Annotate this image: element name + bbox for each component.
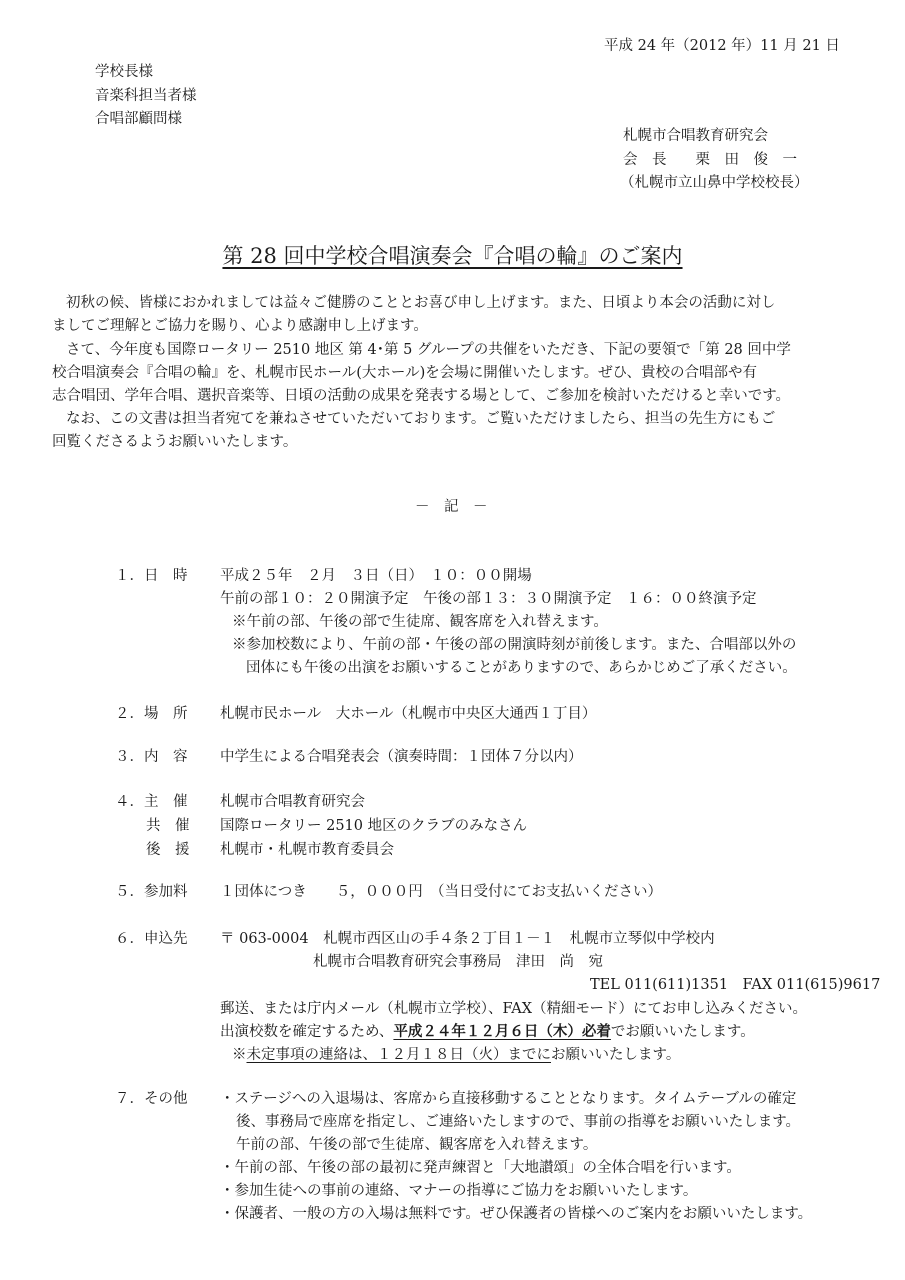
item-value: 午前の部１０：２０開演予定 午後の部１３：３０開演予定 １６：００終演予定 [220,591,757,607]
item-label: ６．申込先 [115,931,188,947]
item-note: ※午前の部、午後の部で生徒席、観客席を入れ替えます。 [232,614,608,630]
item-note: 団体にも午後の出演をお願いすることがありますので、あらかじめご了承ください。 [246,660,797,676]
document-date: 平成 24 年（2012 年）11 月 21 日 [604,38,840,54]
item-label: ４．主 催 [115,794,188,810]
body-line: 校合唱演奏会『合唱の輪』を、札幌市民ホール(大ホール)を会場に開催いたします。ぜひ、貴校の合唱部や有 [52,365,757,381]
body-line: ましてご理解とご協力を賜り、心より感謝申し上げます。 [52,318,428,334]
note-deadline: 未定事項の連絡は、１２月１８日（火）までに [246,1047,551,1063]
item-value: 札幌市合唱教育研究会事務局 津田 尚 宛 [313,954,603,970]
item-label: ７．その他 [115,1091,188,1107]
deadline-date: 平成２４年１２月６日（木）必着 [393,1023,611,1040]
body-line: なお、この文書は担当者宛てを兼ねさせていただいております。ご覧いただけましたら、担当の先生方にもご [66,411,776,427]
item-value: 札幌市・札幌市教育委員会 [220,842,394,858]
item-value: ・参加生徒への事前の連絡、マナーの指導にご協力をお願いいたします。 [220,1183,698,1199]
item-value: ・保護者、一般の方の入場は無料です。ぜひ保護者の皆様へのご案内をお願いいたします。 [220,1206,813,1222]
item-value: ・午前の部、午後の部の最初に発声練習と「大地讃頌」の全体合唱を行います。 [220,1160,741,1176]
item-label: ２．場 所 [115,706,188,722]
body-line: 志合唱団、学年合唱、選択音楽等、日頃の活動の成果を発表する場として、ご参加を検討いただけると幸いです。 [52,388,791,404]
deadline-pre: 出演校数を確定するため、 [220,1024,394,1040]
sender-org: 札幌市合唱教育研究会 [623,128,768,144]
item-value: 札幌市民ホール 大ホール（札幌市中央区大通西１丁目） [220,706,597,722]
recipient: 音楽科担当者様 [95,88,197,104]
recipient: 合唱部顧問様 [95,111,182,127]
item-label: １．日 時 [115,568,188,584]
deadline-line [220,1022,755,1042]
body-line: さて、今年度も国際ロータリー 2510 地区 第 4･第 5 グループの共催をいただき、下記の要領で「第 28 回中学 [66,342,791,358]
note-post: お願いいたします。 [551,1047,681,1063]
item-sublabel: 共 催 [146,818,190,834]
item-value: 郵送、または庁内メール（札幌市立学校）、FAX（精細モード）にてお申し込みください。 [220,1001,807,1017]
item-label: ３．内 容 [115,749,188,765]
item-value: ・ステージへの入退場は、客席から直接移動することとなります。タイムテーブルの確定 [220,1091,797,1107]
note-line [232,1045,680,1065]
item-value: 中学生による合唱発表会（演奏時間：１団体７分以内） [220,749,583,765]
note-mark: ※ [232,1047,247,1063]
item-value: 後、事務局で座席を指定し、ご連絡いたしますので、事前の指導をお願いいたします。 [236,1114,801,1130]
item-value: 平成２５年 ２月 ３日（日） １０：００開場 [220,568,532,584]
ki-heading: － 記 － [415,499,488,515]
item-value: 国際ロータリー 2510 地区のクラブのみなさん [220,818,528,834]
item-value: １団体につき ５，０００円 （当日受付にてお支払いください） [220,884,662,900]
sender-name: 会 長 栗 田 俊 一 [623,152,797,168]
item-sublabel: 後 援 [146,842,190,858]
item-value: 〒 063-0004 札幌市西区山の手４条２丁目１－１ 札幌市立琴似中学校内 [220,931,715,947]
contact-phone-fax: TEL 011(611)1351 FAX 011(615)9617 [590,977,881,993]
item-label: ５．参加料 [115,884,188,900]
sender-affiliation: （札幌市立山鼻中学校校長） [620,175,809,191]
page-title [0,241,905,271]
deadline-post: でお願いいたします。 [610,1024,755,1040]
body-line: 初秋の候、皆様におかれましては益々ご健勝のこととお喜び申し上げます。また、日頃より本会の活動に対し [66,295,776,311]
recipient: 学校長様 [95,64,153,80]
body-line: 回覧くださるようお願いいたします。 [52,434,298,450]
item-value: 午前の部、午後の部で生徒席、観客席を入れ替えます。 [236,1137,598,1153]
title-text: 第 28 回中学校合唱演奏会『合唱の輪』のご案内 [222,244,683,268]
item-note: ※参加校数により、午前の部・午後の部の開演時刻が前後します。また、合唱部以外の [232,637,797,653]
item-value: 札幌市合唱教育研究会 [220,794,365,810]
